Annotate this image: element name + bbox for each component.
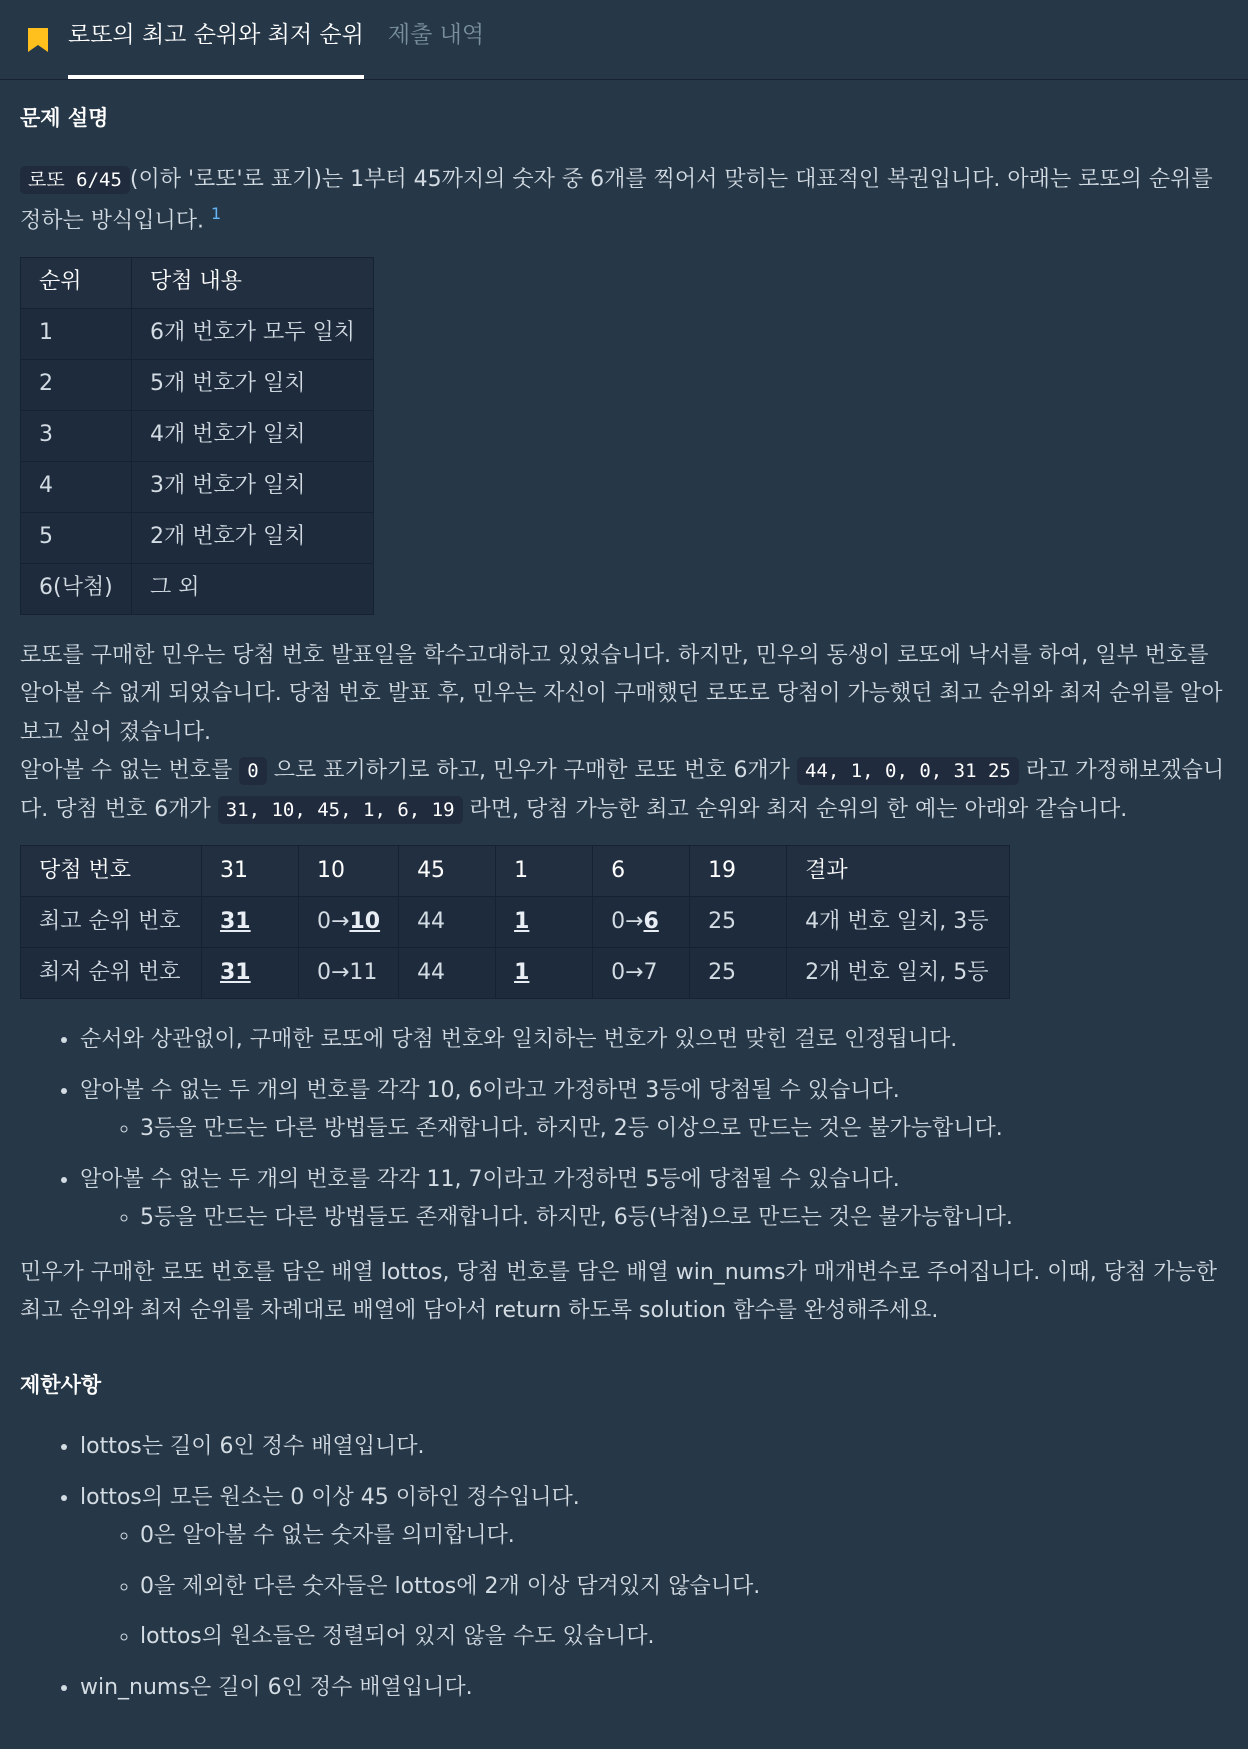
table-cell: 2: [21, 359, 132, 410]
table-header-cell: 당첨 내용: [132, 257, 374, 308]
table-row: [21, 308, 374, 359]
list-item-text: 순서와 상관없이, 구매한 로또에 당첨 번호와 일치하는 번호가 있으면 맞힌 걸로 인정됩니다.: [80, 1027, 958, 1053]
list-item-text: lottos는 길이 6인 정수 배열입니다.: [80, 1434, 425, 1460]
table-cell: [496, 948, 593, 999]
table-cell: 2개 번호가 일치: [132, 512, 374, 563]
sub-list: [80, 1517, 1228, 1657]
rank-table: [20, 257, 374, 615]
table-cell: 4: [21, 461, 132, 512]
table-row: [21, 512, 374, 563]
list-item-text: lottos의 모든 원소는 0 이상 45 이하인 정수입니다.: [80, 1484, 580, 1510]
constraints-heading: 제한사항: [20, 1372, 102, 1397]
table-cell: [299, 897, 399, 948]
example-text: 라면, 당첨 가능한 최고 순위와 최저 순위의 한 예는 아래와 같습니다.: [469, 796, 1128, 822]
description-heading: 문제 설명: [20, 106, 109, 130]
list-item: [80, 1479, 1228, 1657]
table-row: [21, 563, 374, 614]
table-header-cell: 6: [593, 846, 690, 897]
tab-problem[interactable]: 로또의 최고 순위와 최저 순위: [68, 0, 364, 79]
sub-list: [80, 1199, 1228, 1238]
table-row: [21, 461, 374, 512]
replaced-prefix: 0→: [611, 908, 644, 934]
table-cell: 25: [690, 897, 787, 948]
table-cell: 2개 번호 일치, 5등: [787, 948, 1010, 999]
intro-code: 로또 6/45: [20, 166, 130, 194]
problem-content: [0, 104, 1248, 1707]
table-header-cell: 순위: [21, 257, 132, 308]
table-cell: 6개 번호가 모두 일치: [132, 308, 374, 359]
table-header-cell: 1: [496, 846, 593, 897]
example-notes-list: [20, 1021, 1228, 1238]
table-cell: 25: [690, 948, 787, 999]
example-paragraph: [20, 752, 1228, 829]
table-row: [21, 948, 1010, 999]
story-paragraph: 로또를 구매한 민우는 당첨 번호 발표일을 학수고대하고 있었습니다. 하지만, 민우의 동생이 로또에 낙서를 하여, 일부 번호를 알아볼 수 없게 되었습니다. 당첨 번호 발표 후, 민우는 자신이 구매했던 로또로 당첨이 가능했던 최고 순위와 최저 순위를 알아보고 싶어 졌습니다.: [20, 642, 1223, 745]
table-cell: 3개 번호가 일치: [132, 461, 374, 512]
table-row: [21, 410, 374, 461]
sub-list: [80, 1110, 1228, 1149]
inline-code: 0: [239, 757, 266, 785]
matched-number: 1: [514, 908, 530, 934]
sub-list-item: ◦ lottos의 원소들은 정렬되어 있지 않을 수도 있습니다.: [140, 1618, 1228, 1657]
task-paragraph: 민우가 구매한 로또 번호를 담은 배열 lottos, 당첨 번호를 담은 배열 win_nums가 매개변수로 주어집니다. 이때, 당첨 가능한 최고 순위와 최저 순위를 차례대로 배열에 담아서 return 하도록 solution 함수를 완성해주세요.: [20, 1259, 1218, 1324]
inline-code: 44, 1, 0, 0, 31 25: [797, 757, 1019, 785]
table-cell: 6(낙첨): [21, 563, 132, 614]
table-cell: 3: [21, 410, 132, 461]
table-cell: 5: [21, 512, 132, 563]
table-cell: 0→7: [593, 948, 690, 999]
table-header-row: [21, 846, 1010, 897]
table-cell: 44: [399, 897, 496, 948]
table-cell: 그 외: [132, 563, 374, 614]
table-header-cell: 결과: [787, 846, 1010, 897]
tab-bar: [0, 0, 1248, 80]
table-row: [21, 359, 374, 410]
sub-list-item: ◦ 5등을 만드는 다른 방법들도 존재합니다. 하지만, 6등(낙첨)으로 만드는 것은 불가능합니다.: [140, 1199, 1228, 1238]
table-header-cell: 당첨 번호: [21, 846, 202, 897]
list-item: [80, 1669, 1228, 1708]
table-cell: [593, 897, 690, 948]
matched-number: 31: [220, 959, 251, 985]
table-cell: 최고 순위 번호: [21, 897, 202, 948]
sub-list-item: ◦ 3등을 만드는 다른 방법들도 존재합니다. 하지만, 2등 이상으로 만드는 것은 불가능합니다.: [140, 1110, 1228, 1149]
table-cell: 4개 번호가 일치: [132, 410, 374, 461]
sub-list-item: ◦ 0은 알아볼 수 없는 숫자를 의미합니다.: [140, 1517, 1228, 1556]
table-cell: 5개 번호가 일치: [132, 359, 374, 410]
matched-number: 31: [220, 908, 251, 934]
matched-number: 1: [514, 959, 530, 985]
table-header-row: [21, 257, 374, 308]
list-item-text: 알아볼 수 없는 두 개의 번호를 각각 11, 7이라고 가정하면 5등에 당첨될 수 있습니다.: [80, 1166, 900, 1192]
replaced-prefix: 0→: [317, 908, 350, 934]
table-cell: 4개 번호 일치, 3등: [787, 897, 1010, 948]
list-item: [80, 1161, 1228, 1238]
list-item: [80, 1021, 1228, 1060]
table-header-cell: 19: [690, 846, 787, 897]
table-header-cell: 31: [202, 846, 299, 897]
bookmark-icon: [26, 26, 50, 54]
table-cell: [202, 897, 299, 948]
inline-code: 31, 10, 45, 1, 6, 19: [218, 796, 463, 824]
table-cell: 최저 순위 번호: [21, 948, 202, 999]
table-row: [21, 897, 1010, 948]
table-header-cell: 45: [399, 846, 496, 897]
constraints-list: [20, 1428, 1228, 1707]
list-item-text: 알아볼 수 없는 두 개의 번호를 각각 10, 6이라고 가정하면 3등에 당첨될 수 있습니다.: [80, 1077, 900, 1103]
list-item: [80, 1072, 1228, 1149]
table-cell: [496, 897, 593, 948]
tab-submissions[interactable]: 제출 내역: [387, 22, 485, 48]
intro-paragraph: [20, 161, 1228, 240]
table-header-cell: 10: [299, 846, 399, 897]
matched-number: 10: [349, 908, 381, 934]
table-cell: 1: [21, 308, 132, 359]
table-cell: 44: [399, 948, 496, 999]
example-text: 으로 표기하기로 하고, 민우가 구매한 로또 번호 6개가: [273, 758, 790, 784]
table-cell: [202, 948, 299, 999]
example-text: 라고 가정해보겠습니다. 당첨 번호 6개가: [20, 758, 1225, 822]
list-item: [80, 1428, 1228, 1467]
sub-list-item: ◦ 0을 제외한 다른 숫자들은 lottos에 2개 이상 담겨있지 않습니다.: [140, 1568, 1228, 1607]
intro-text: (이하 '로또'로 표기)는 1부터 45까지의 숫자 중 6개를 찍어서 맞히는 대표적인 복권입니다. 아래는 로또의 순위를 정하는 방식입니다.: [20, 167, 1213, 234]
example-table: [20, 845, 1010, 999]
table-cell: 0→11: [299, 948, 399, 999]
footnote-link[interactable]: 1: [211, 203, 222, 223]
matched-number: 6: [643, 908, 659, 934]
list-item-text: win_nums은 길이 6인 정수 배열입니다.: [80, 1674, 473, 1700]
example-text: 알아볼 수 없는 번호를: [20, 758, 233, 784]
